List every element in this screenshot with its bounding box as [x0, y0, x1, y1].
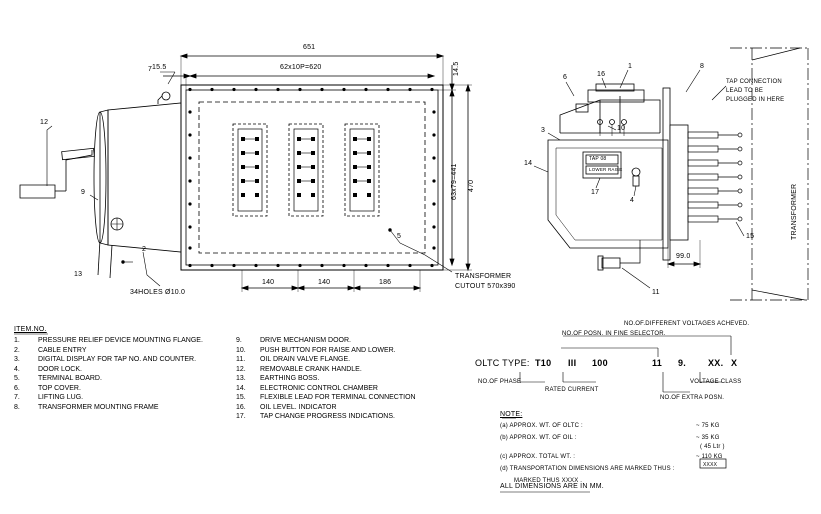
list-item [236, 375, 416, 385]
balloon-12: 12 [40, 119, 49, 126]
notes-block [500, 422, 800, 489]
legend-text: FLEXIBLE LEAD FOR TERMINAL CONNECTION [260, 394, 416, 401]
code-posn: 11 [652, 358, 663, 368]
list-item [236, 356, 416, 366]
code-voltage-class: X [731, 358, 738, 368]
note-label: (b) APPROX. WT. OF OIL : [500, 435, 577, 441]
list-item [14, 356, 203, 366]
balloon-11: 11 [652, 289, 660, 296]
legend-text: TOP COVER. [38, 384, 81, 392]
legend-number: 17. [236, 413, 246, 420]
balloon-4: 4 [630, 197, 635, 204]
balloon-2: 2 [142, 246, 147, 253]
legend-text: DRIVE MECHANISM DOOR. [260, 337, 352, 344]
legend-number: 15. [236, 394, 246, 401]
legend-number: 12. [236, 365, 246, 373]
list-item [236, 366, 416, 376]
note-label: (d) TRANSPORTATION DIMENSIONS ARE MARKED THUS : [500, 466, 675, 472]
dim-overall-width: 651 [303, 44, 316, 51]
dim-bottom-2: 140 [318, 279, 331, 286]
list-item [14, 394, 203, 404]
dim-bottom-3: 186 [379, 279, 392, 286]
note-header: NOTE: [500, 411, 523, 418]
list-item [236, 394, 416, 404]
legend-text: PRESSURE RELIEF DEVICE MOUNTING FLANGE. [38, 337, 203, 344]
balloon-1: 1 [628, 63, 633, 70]
balloon-3: 3 [541, 127, 546, 134]
tap-display-buttons: LOWER RAISE [589, 167, 623, 172]
note-label: (a) APPROX. WT. OF OLTC : [500, 423, 583, 429]
dim-overall-height: 470 [468, 179, 475, 192]
code-phase: III [568, 358, 577, 368]
legend-text: TERMINAL BOARD. [38, 375, 102, 382]
list-item [236, 404, 416, 414]
legend-number: 13. [236, 375, 246, 382]
note-value-oil-litres: ( 45 Ltr ) [700, 444, 725, 450]
legend-text: OIL LEVEL. INDICATOR [260, 403, 337, 411]
note-value: ~ 35 KG [696, 435, 720, 441]
note-value: ~ 110 KG [696, 454, 723, 460]
dim-left-edge: 15.5 [152, 64, 167, 71]
transformer-label: TRANSFORMER [791, 183, 798, 240]
legend-text: EARTHING BOSS. [260, 375, 320, 382]
balloon-10: 10 [617, 125, 626, 132]
legend-text: TRANSFORMER MOUNTING FRAME [38, 403, 159, 411]
code-voltage: XX. [708, 358, 724, 368]
caption-no-of-phase: NO.OF PHASE [478, 379, 522, 385]
legend-number: 8. [14, 403, 20, 411]
legend-text: REMOVABLE CRANK HANDLE. [260, 365, 362, 373]
balloon-17: 17 [591, 189, 600, 196]
tap-connection-note-2: LEAD TO BE [726, 88, 764, 94]
note-label: (c) APPROX. TOTAL WT. : [500, 454, 576, 460]
legend-text: DIGITAL DISPLAY FOR TAP NO. AND COUNTER. [38, 356, 197, 363]
legend-text: DOOR LOCK. [38, 365, 82, 373]
legend-number: 5. [14, 375, 20, 382]
legend-column-1 [14, 337, 203, 413]
list-item [14, 337, 203, 347]
legend-text: ELECTRONIC CONTROL CHAMBER [260, 384, 378, 392]
balloon-9: 9 [81, 189, 86, 196]
legend-number: 2. [14, 346, 20, 354]
item-no-header: ITEM.NO. [14, 326, 47, 333]
legend-text: TAP CHANGE PROGRESS INDICATIONS. [260, 413, 395, 420]
code-type: T10 [535, 358, 552, 368]
cutout-note-line2: CUTOUT 570x390 [455, 283, 516, 290]
balloon-6: 6 [563, 74, 568, 81]
list-item [14, 385, 203, 395]
legend-text: PUSH BUTTON FOR RAISE AND LOWER. [260, 346, 396, 354]
balloon-16: 16 [597, 71, 606, 78]
all-dimensions-note: ALL DIMENSIONS ARE IN MM. [500, 483, 604, 490]
caption-voltages-achieved: NO.OF.DIFFERENT VOLTAGES ACHEVED. [624, 321, 750, 327]
tap-display-value: TAP 08 [589, 156, 607, 162]
list-item [14, 366, 203, 376]
caption-no-of-extra-posn: NO.OF EXTRA POSN. [660, 395, 725, 401]
balloon-13: 13 [74, 271, 83, 278]
note-label: MARKED THUS XXXX . [514, 478, 583, 484]
legend-number: 7. [14, 394, 20, 401]
balloon-5: 5 [397, 233, 402, 240]
legend-column-2 [236, 337, 416, 423]
code-extra-posn: 9. [678, 358, 687, 368]
list-item [236, 337, 416, 347]
caption-fine-selector: NO.OF POSN. IN FINE SELECTOR. [562, 331, 666, 337]
caption-voltage-class: VOLTAGE CLASS [690, 379, 742, 385]
legend-number: 11. [236, 356, 246, 363]
balloon-8: 8 [700, 63, 705, 70]
balloon-14: 14 [524, 160, 533, 167]
list-item [14, 404, 203, 414]
marked-thus-box-label: XXXX [703, 462, 718, 468]
legend-number: 14. [236, 384, 246, 392]
balloon-15: 15 [746, 233, 755, 240]
dim-99: 99.0 [676, 253, 691, 260]
legend-number: 3. [14, 356, 20, 363]
cutout-note-line1: TRANSFORMER [455, 273, 512, 280]
tap-connection-note-1: TAP CONNECTION [726, 79, 782, 85]
legend-text: OIL DRAIN VALVE FLANGE. [260, 356, 351, 363]
list-item [236, 347, 416, 357]
holes-note: 34HOLES Ø10.0 [130, 289, 186, 296]
legend-number: 10. [236, 346, 246, 354]
dim-top-right: 14.5 [453, 61, 460, 76]
legend-number: 9. [236, 337, 242, 344]
list-item [14, 347, 203, 357]
tap-connection-note-3: PLUGGED IN HERE [726, 97, 785, 103]
legend-text: LIFTING LUG. [38, 394, 84, 401]
legend-number: 16. [236, 403, 246, 411]
balloon-7: 7 [148, 66, 153, 73]
legend-number: 1. [14, 337, 20, 344]
list-item [236, 413, 416, 423]
note-value: ~ 75 KG [696, 423, 720, 429]
list-item [14, 375, 203, 385]
code-current: 100 [592, 358, 608, 368]
legend-number: 6. [14, 384, 20, 392]
legend-text: CABLE ENTRY [38, 346, 87, 354]
legend-number: 4. [14, 365, 20, 373]
caption-rated-current: RATED CURRENT [545, 387, 599, 393]
list-item [236, 385, 416, 395]
oltc-type-label: OLTC TYPE: [475, 358, 530, 368]
dim-bottom-1: 140 [262, 279, 275, 286]
dim-pitch: 62x10P=620 [280, 64, 322, 71]
dim-height-right: 63x79=441 [451, 163, 458, 200]
